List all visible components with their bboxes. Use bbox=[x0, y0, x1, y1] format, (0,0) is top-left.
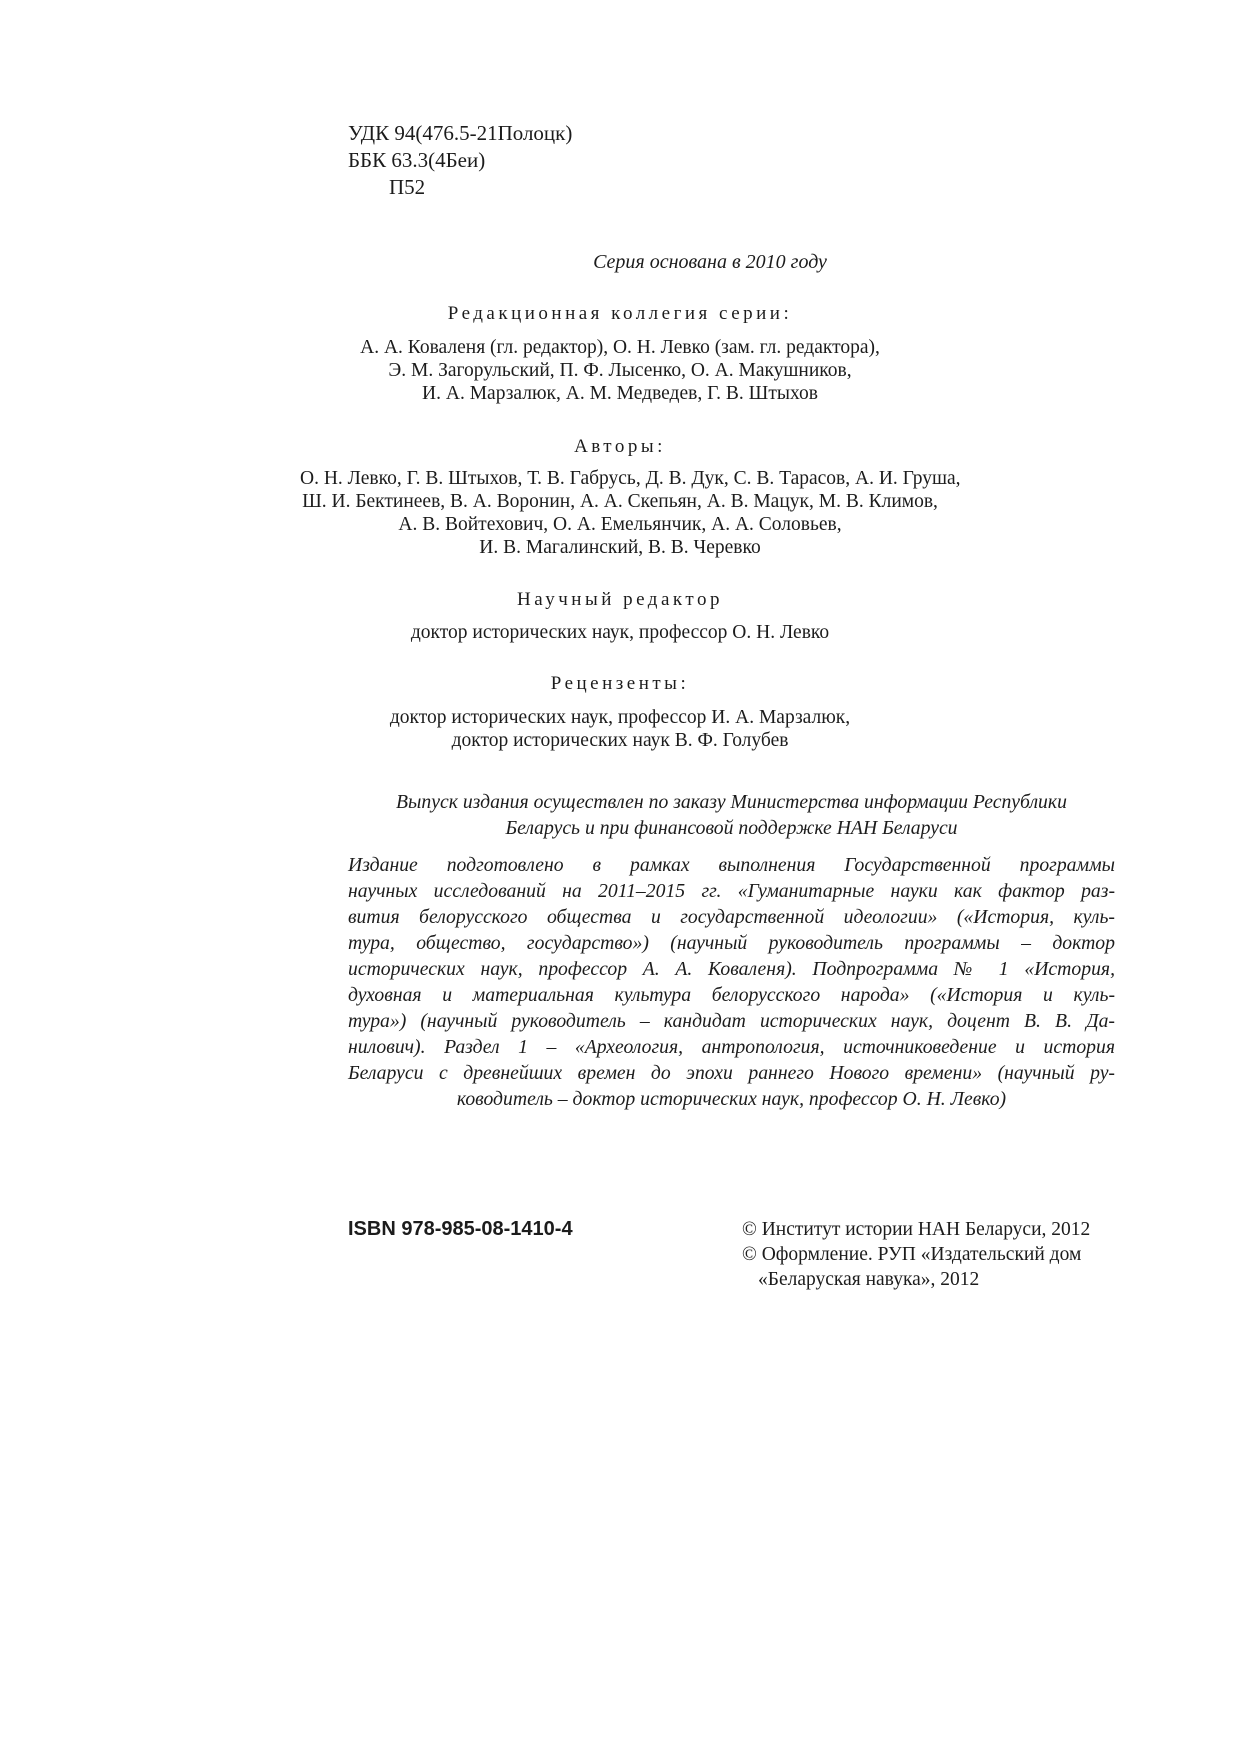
editorial-board-heading: Редакционная коллегия серии: bbox=[447, 303, 793, 324]
copyright-line: «Беларуская навука», 2012 bbox=[758, 1269, 980, 1290]
authors-line: А. В. Войтехович, О. А. Емельянчик, А. А. Соловьев, bbox=[398, 514, 842, 535]
series-note: Серия основана в 2010 году bbox=[593, 251, 827, 273]
copyright-line: © Оформление. РУП «Издательский дом bbox=[742, 1244, 1082, 1265]
authors-heading: Авторы: bbox=[574, 436, 666, 457]
reviewer-line: доктор исторических наук, профессор И. А. Марзалюк, bbox=[389, 707, 851, 728]
copyright-line: © Институт истории НАН Беларуси, 2012 bbox=[742, 1219, 1091, 1240]
scientific-editor-heading: Научный редактор bbox=[517, 589, 723, 610]
editorial-board-line: Э. М. Загорульский, П. Ф. Лысенко, О. А. Макушников, bbox=[388, 360, 852, 381]
program-note: Издание подготовлено в рамках выполнения Государственной программы научных исследований на 2011–2015 гг. «Гуманитарные науки как фактор раз- вития белорусского общества и государственной идеологии» («История, куль- тура, общество, государство») (научный руководитель программы – доктор исторических наук, профессор А. А. Коваленя). Подпрограмма № 1 «История, духовная и материальная культура белорусского народа» («История и куль- тура») (научный руководитель – кандидат исторических наук, доцент В. В. Да- нилович). Раздел 1 – «Археология, антропология, источниковедение и история Беларуси с древнейших времен до эпохи раннего Нового времени» (научный ру- ководитель – доктор исторических наук, профессор О. Н. Левко) bbox=[348, 854, 1115, 1110]
reviewers-heading: Рецензенты: bbox=[550, 673, 690, 694]
publication-note: Выпуск издания осуществлен по заказу Министерства информации Республики Беларусь и при финансовой поддержке НАН Беларуси bbox=[396, 791, 1067, 839]
reviewers-list bbox=[340, 706, 900, 752]
authors-line: И. В. Магалинский, В. В. Черевко bbox=[479, 537, 761, 558]
reviewer-line: доктор исторических наук В. Ф. Голубев bbox=[451, 730, 789, 751]
copyright-block bbox=[742, 1217, 1090, 1292]
isbn: ISBN 978-985-08-1410-4 bbox=[348, 1218, 573, 1240]
catalog-block bbox=[348, 120, 572, 201]
editorial-board-line: А. А. Коваленя (гл. редактор), О. Н. Левко (зам. гл. редактора), bbox=[360, 337, 880, 358]
bbk-code: ББК 63.3(4Беи) bbox=[348, 148, 486, 172]
authors-line: Ш. И. Бектинеев, В. А. Воронин, А. А. Скепьян, А. В. Мацук, М. В. Климов, bbox=[302, 491, 938, 512]
author-sign: П52 bbox=[389, 175, 426, 199]
editorial-board-line: И. А. Марзалюк, А. М. Медведев, Г. В. Штыхов bbox=[422, 383, 818, 404]
authors-list bbox=[300, 467, 961, 559]
authors-line: О. Н. Левко, Г. В. Штыхов, Т. В. Габрусь, Д. В. Дук, С. В. Тарасов, А. И. Груша, bbox=[300, 468, 961, 489]
editorial-board-list bbox=[340, 336, 900, 405]
scientific-editor-name: доктор исторических наук, профессор О. Н. Левко bbox=[410, 622, 830, 643]
udc-code: УДК 94(476.5-21Полоцк) bbox=[348, 121, 573, 145]
